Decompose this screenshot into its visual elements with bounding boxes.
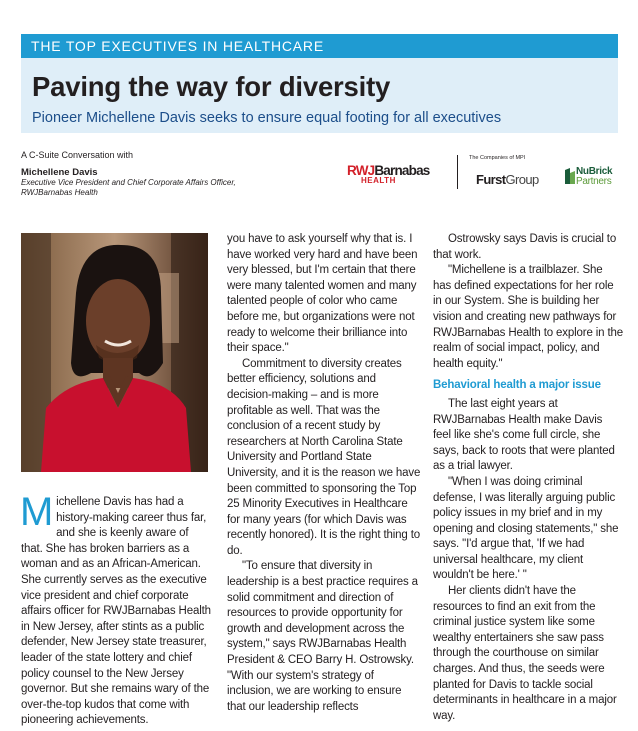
section-banner	[21, 34, 618, 58]
paragraph	[20, 490, 211, 729]
barnabas-logo-text: Barnabas	[374, 163, 430, 178]
paragraph: Her clients didn't have the resources to find an exit from the criminal justice system like some wealthy entertainers she saw pass through the courthouse on similar charges. And thus, the seeds were planted for Davis to tackle social determinants in healthcare in a major way.	[433, 585, 617, 722]
byline-role: Executive Vice President and Chief Corporate Affairs Officer,	[21, 178, 236, 187]
byline	[21, 150, 236, 198]
furst-text: Furst	[476, 172, 506, 187]
nubrick-sub: Partners	[576, 176, 612, 187]
paragraph: "Michellene is a trailblazer. She has defined expectations for her role in our System. She is building her vision and creating new pathways for RWJBarnabas Health to explore in the realm of social impact, policy, and health equity."	[433, 264, 623, 370]
article-column-3	[433, 232, 623, 724]
nubrick-name: NuBrick	[576, 166, 613, 177]
group-text: Group	[505, 172, 539, 187]
paragraph: you have to ask yourself why that is. I have worked very hard and have been very blessed, but I'm certain that there were many talented women and many talented people of color who came before me, but organizations were not ready to welcome their brilliance into their space."	[227, 233, 418, 355]
rwjbarnabas-logo	[347, 163, 430, 185]
paragraph: Commitment to diversity creates better efficiency, solutions and decision-making – and is more profitable as well. That was the conclusion of a recent study by researchers at North Carolina State University and Portland State University, and it is the reason we have been committed to sponsoring the Top 25 Minority Executives in Healthcare for many years (for which Davis was recently honored). It is the right thing to do.	[227, 357, 421, 557]
byline-org: RWJBarnabas Health	[21, 188, 98, 197]
paragraph: Ostrowsky says Davis is crucial to that work.	[433, 233, 617, 261]
section-heading: Behavioral health a major issue	[433, 379, 601, 392]
article-column-1	[20, 490, 211, 729]
article-title: Paving the way for diversity	[32, 71, 391, 102]
mpi-caption: The Companies of MPI	[469, 155, 526, 161]
portrait-photo	[21, 233, 208, 472]
rwj-logo-text: RWJ	[347, 163, 375, 178]
logo-divider	[457, 155, 458, 189]
nubrick-logo	[576, 167, 612, 187]
article-subtitle: Pioneer Michellene Davis seeks to ensure equal footing for all executives	[32, 110, 502, 126]
byline-name: Michellene Davis	[21, 166, 98, 178]
health-logo-text: HEALTH	[361, 176, 396, 185]
article-column-2	[227, 232, 422, 715]
title-box	[21, 58, 618, 133]
paragraph: The last eight years at RWJBarnabas Health make Davis feel like she's come full circle, she says, back to roots that were planted as a trial lawyer.	[433, 397, 615, 473]
byline-series: A C-Suite Conversation with	[21, 150, 134, 160]
drop-cap: M	[20, 490, 54, 534]
paragraph: "To ensure that diversity in leadership is a best practice requires a solid commitment and direction of resources to provide opportunity for growth and development across the system," says RWJBarnabas Health President & CEO Barry H. Ostrowsky. "With our system's strategy of inclusion, we are working to ensure that our leadership reflects	[227, 560, 418, 713]
banner-text: THE TOP EXECUTIVES IN HEALTHCARE	[31, 38, 324, 54]
nubrick-icon	[565, 168, 575, 184]
paragraph: "When I was doing criminal defense, I was literally arguing public policy issues in my brief and in my opening and closing statements," she says. "I'd argue that, 'If we had universal healthcare, my client wouldn't be here.' "	[433, 475, 619, 582]
furstgroup-logo	[476, 172, 539, 187]
paragraph-text: ichellene Davis has had a history-making career thus far, and she is keenly aware of that. She has broken barriers as a woman and as an African-American. She currently serves as the executive vice president and chief corporate affairs officer for RWJBarnabas Health in New Jersey, after stints as a public defender, New Jersey state treasurer, leader of the state lottery and chief policy counsel to the New Jersey governor. But she remains wary of the over-the-top kudos that come with pioneering achievements.	[21, 496, 211, 727]
